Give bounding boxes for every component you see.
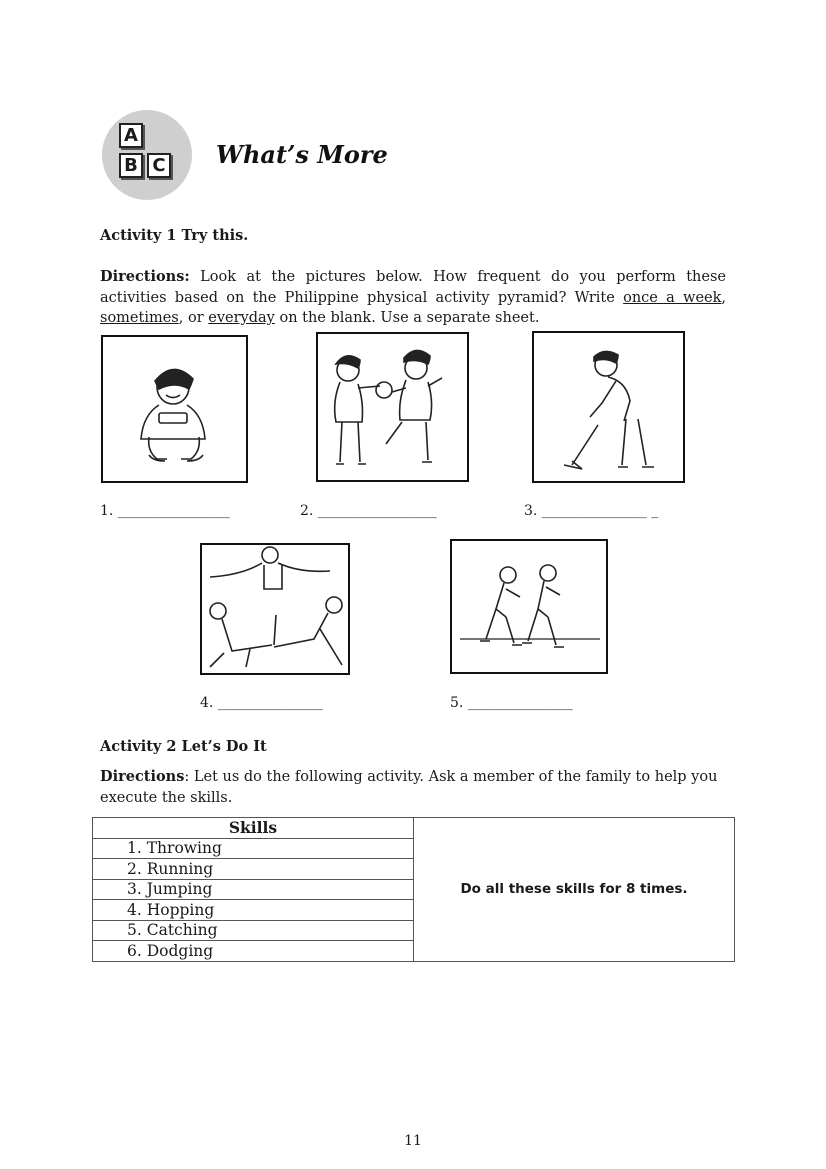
directions-text-1: Look at the pictures below. How frequent do you perform these activities based on the Philippine physical activity pyramid? Write xyxy=(100,269,726,306)
activity1-directions: Directions: Look at the pictures below. How frequent do you perform these activities based on the Philippine physical activity pyramid? Write once a week, sometimes, or everyday on the blank. Use a separate sheet. xyxy=(100,268,727,326)
option-sometimes: sometimes xyxy=(100,310,179,326)
directions-label: Directions xyxy=(100,768,185,785)
block-a: A xyxy=(119,123,143,148)
directions-text: : Let us do the following activity. Ask a member of the family to help you execute the skills. xyxy=(100,769,718,806)
skill-item: 5. Catching xyxy=(93,920,414,941)
page-number: 11 xyxy=(404,1133,422,1149)
sweeping-illustration xyxy=(534,333,683,481)
picture-running xyxy=(450,539,608,674)
picture-squatting-child xyxy=(101,335,248,483)
picture-group-split xyxy=(200,543,350,675)
skill-item: 2. Running xyxy=(93,859,414,880)
abc-blocks-logo xyxy=(102,110,192,200)
table-row xyxy=(93,818,735,839)
skill-item: 1. Throwing xyxy=(93,838,414,859)
skills-table xyxy=(92,817,735,962)
block-c: C xyxy=(147,153,171,178)
skill-item: 3. Jumping xyxy=(93,879,414,900)
directions-label: Directions: xyxy=(100,268,190,285)
option-everyday: everyday xyxy=(208,310,275,326)
picture-kids-with-ball xyxy=(316,332,469,482)
running-illustration xyxy=(452,541,606,672)
answer-blank-5: 5. _______________ xyxy=(450,695,573,711)
answer-blank-4: 4. _______________ xyxy=(200,695,323,711)
squatting-child-illustration xyxy=(103,337,246,481)
option-once-a-week: once a week xyxy=(623,289,722,306)
activity2-directions xyxy=(100,767,730,808)
directions-text-2: on the blank. Use a separate sheet. xyxy=(274,310,540,326)
activity1-title: Activity 1 Try this. xyxy=(100,227,249,244)
section-title: What’s More xyxy=(216,140,388,169)
skills-note: Do all these skills for 8 times. xyxy=(414,818,735,962)
answer-blank-1: 1. ________________ xyxy=(100,503,230,519)
skills-header: Skills xyxy=(93,818,414,839)
skill-item: 4. Hopping xyxy=(93,900,414,921)
answer-blank-2: 2. _________________ xyxy=(300,503,437,519)
block-b: B xyxy=(119,153,143,178)
activity2-title: Activity 2 Let’s Do It xyxy=(100,738,267,755)
kids-ball-illustration xyxy=(318,334,467,480)
answer-blank-3: 3. _______________ _ xyxy=(524,503,659,519)
group-split-illustration xyxy=(202,545,348,673)
picture-sweeping xyxy=(532,331,685,483)
skill-item: 6. Dodging xyxy=(93,941,414,962)
